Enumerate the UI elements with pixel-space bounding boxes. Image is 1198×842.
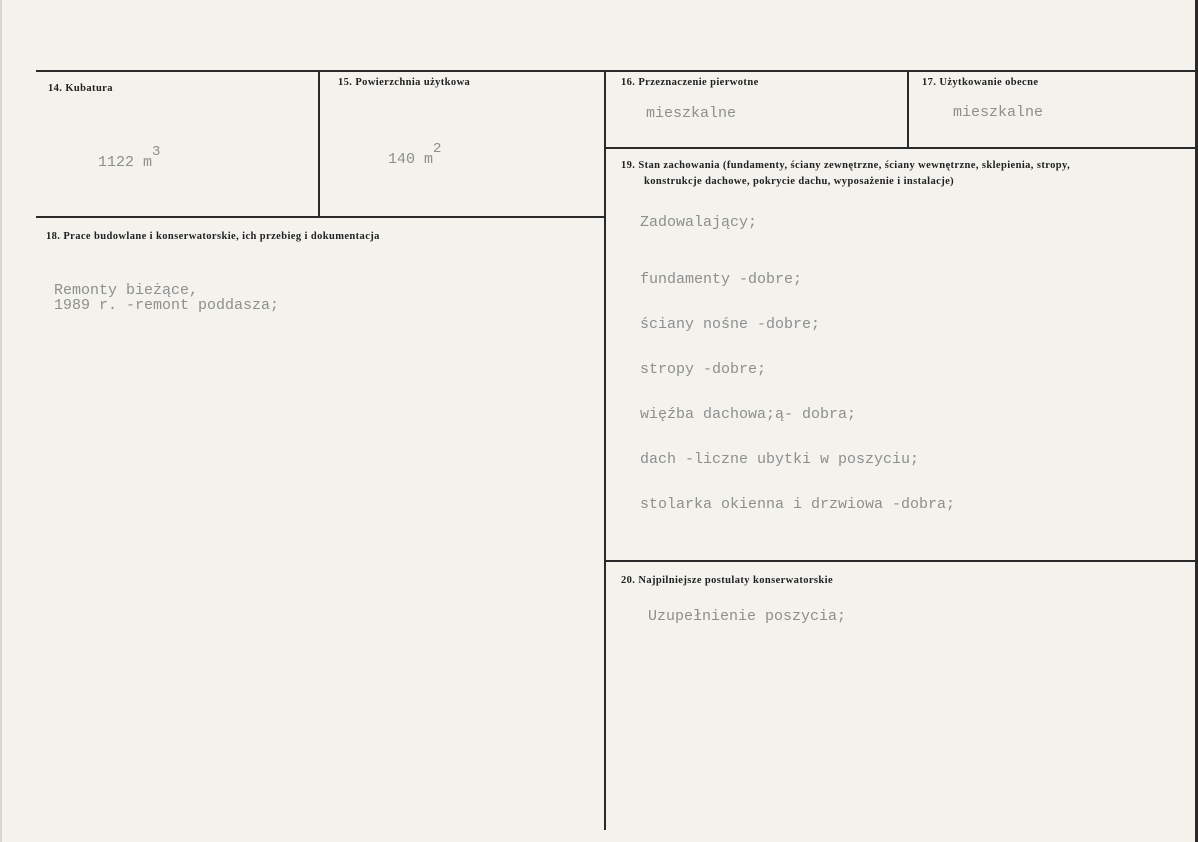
field-19-label-line-2: konstrukcje dachowe, pokrycie dachu, wyposażenie i instalacje) bbox=[644, 176, 955, 187]
field-20-value: Uzupełnienie poszycia; bbox=[648, 608, 847, 625]
field-19-summary: Zadowalający; bbox=[640, 214, 758, 231]
divider-left-right bbox=[604, 70, 606, 830]
kubatura-value: 1122 m bbox=[98, 154, 153, 171]
field-15-value bbox=[352, 137, 441, 183]
divider-16-19 bbox=[605, 147, 1196, 149]
field-15-label: 15. Powierzchnia użytkowa bbox=[338, 77, 471, 88]
condition-item: dach -liczne ubytki w poszyciu; bbox=[640, 451, 920, 468]
powierzchnia-value: 140 m bbox=[388, 151, 434, 168]
divider-14-15 bbox=[318, 70, 320, 217]
field-14-value bbox=[62, 140, 160, 186]
field-19-condition-list bbox=[640, 242, 955, 542]
field-16-label: 16. Przeznaczenie pierwotne bbox=[621, 77, 759, 88]
field-17-label: 17. Użytkowanie obecne bbox=[922, 77, 1039, 88]
field-18-label: 18. Prace budowlane i konserwatorskie, ich przebieg i dokumentacja bbox=[46, 231, 380, 242]
powierzchnia-unit-exponent: 2 bbox=[433, 141, 442, 157]
field-17-value: mieszkalne bbox=[953, 104, 1044, 121]
condition-item: stolarka okienna i drzwiowa -dobra; bbox=[640, 496, 956, 513]
field-19-label-line-1: 19. Stan zachowania (fundamenty, ściany zewnętrzne, ściany wewnętrzne, sklepienia, stropy, bbox=[621, 160, 1071, 171]
field-14-label: 14. Kubatura bbox=[48, 83, 113, 94]
scan-edge-left bbox=[0, 0, 2, 842]
kubatura-unit-exponent: 3 bbox=[152, 144, 161, 160]
condition-item: ściany nośne -dobre; bbox=[640, 316, 821, 333]
field-18-line-2: 1989 r. -remont poddasza; bbox=[54, 297, 280, 314]
divider-16-17 bbox=[907, 70, 909, 148]
field-16-value: mieszkalne bbox=[646, 105, 737, 122]
condition-item: więźba dachowa;ą- dobra; bbox=[640, 406, 857, 423]
top-border bbox=[36, 70, 1196, 72]
divider-14-18 bbox=[36, 216, 605, 218]
condition-item: stropy -dobre; bbox=[640, 361, 767, 378]
field-20-label: 20. Najpilniejsze postulaty konserwatorskie bbox=[621, 575, 834, 586]
divider-19-20 bbox=[605, 560, 1196, 562]
field-18-line-1: Remonty bieżące, bbox=[54, 282, 199, 299]
condition-item: fundamenty -dobre; bbox=[640, 271, 803, 288]
